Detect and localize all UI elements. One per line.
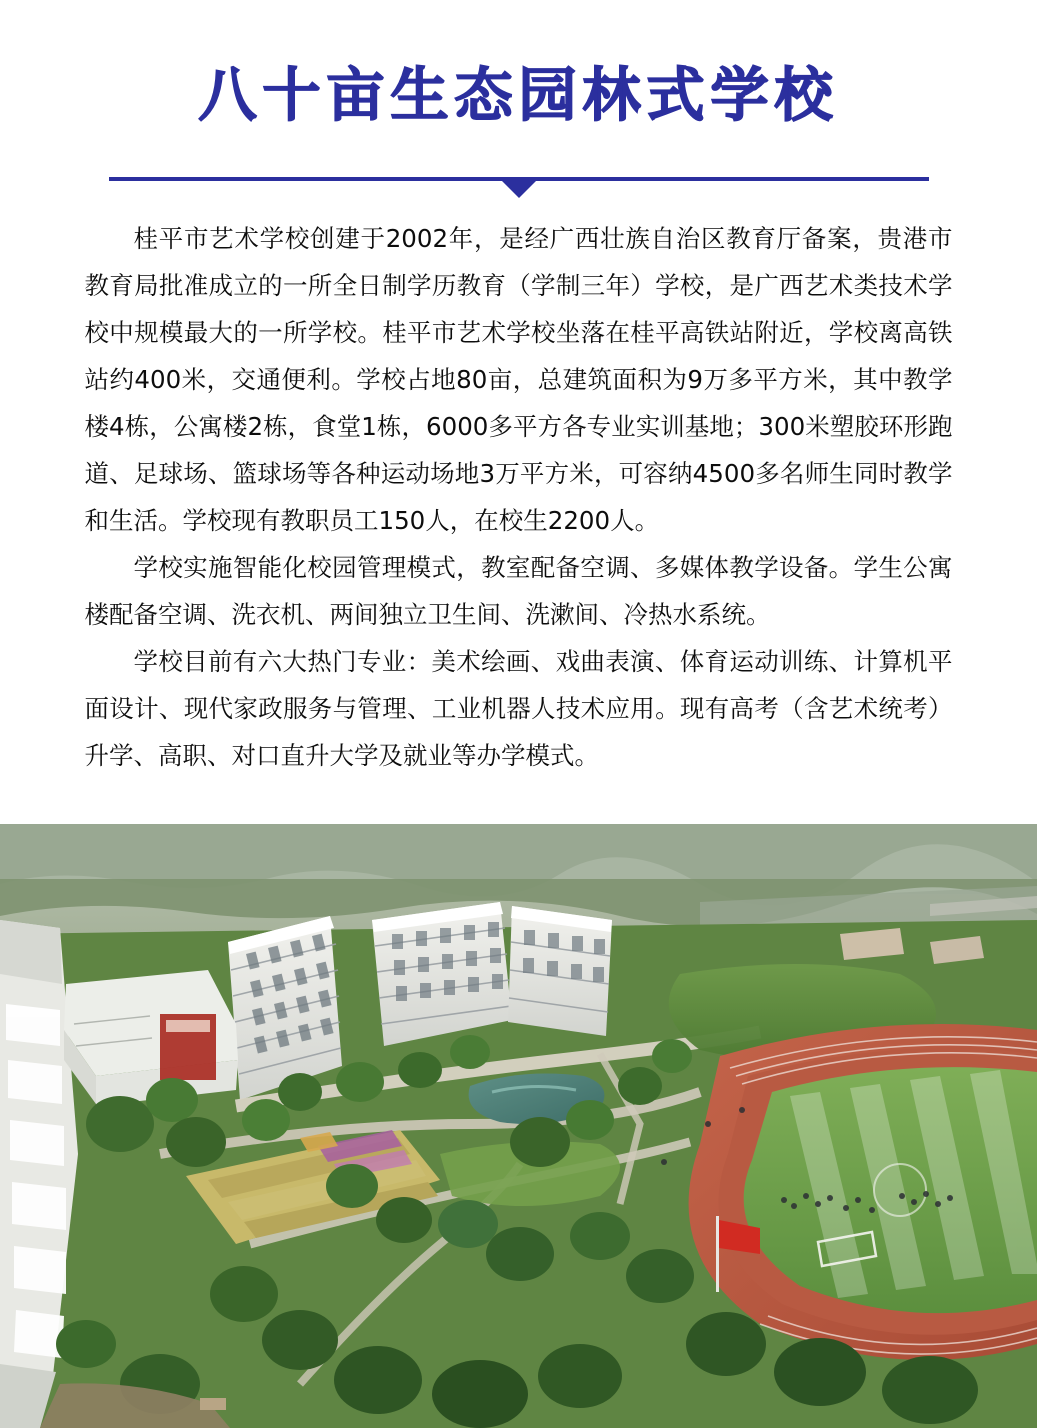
campus-aerial-photo (0, 824, 1037, 1428)
chevron-down-icon (501, 180, 537, 198)
title-block (0, 0, 1037, 129)
title-divider (109, 177, 929, 181)
paragraph-2: 学校实施智能化校园管理模式，教室配备空调、多媒体教学设备。学生公寓楼配备空调、洗衣机、两间独立卫生间、洗漱间、冷热水系统。 (84, 552, 953, 629)
paragraph-3: 学校目前有六大热门专业：美术绘画、戏曲表演、体育运动训练、计算机平面设计、现代家政服务与管理、工业机器人技术应用。现有高考（含艺术统考）升学、高职、对口直升大学及就业等办学模式。 (84, 646, 953, 770)
body-copy (85, 215, 953, 779)
page-title: 八十亩生态园林式学校 (198, 61, 839, 129)
paragraph-1: 桂平市艺术学校创建于2002年，是经广西壮族自治区教育厅备案，贵港市教育局批准成立的一所全日制学历教育（学制三年）学校，是广西艺术类技术学校中规模最大的一所学校。桂平市艺术学校坐落在桂平高铁站附近，学校离高铁站约400米，交通便利。学校占地80亩，总建筑面积为9万多平方米，其中教学楼4栋，公寓楼2栋，食堂1栋，6000多平方各专业实训基地；300米塑胶环形跑道、足球场、篮球场等各种运动场地3万平方米，可容纳4500多名师生同时教学和生活。学校现有教职员工150人，在校生2200人。 (84, 223, 953, 535)
